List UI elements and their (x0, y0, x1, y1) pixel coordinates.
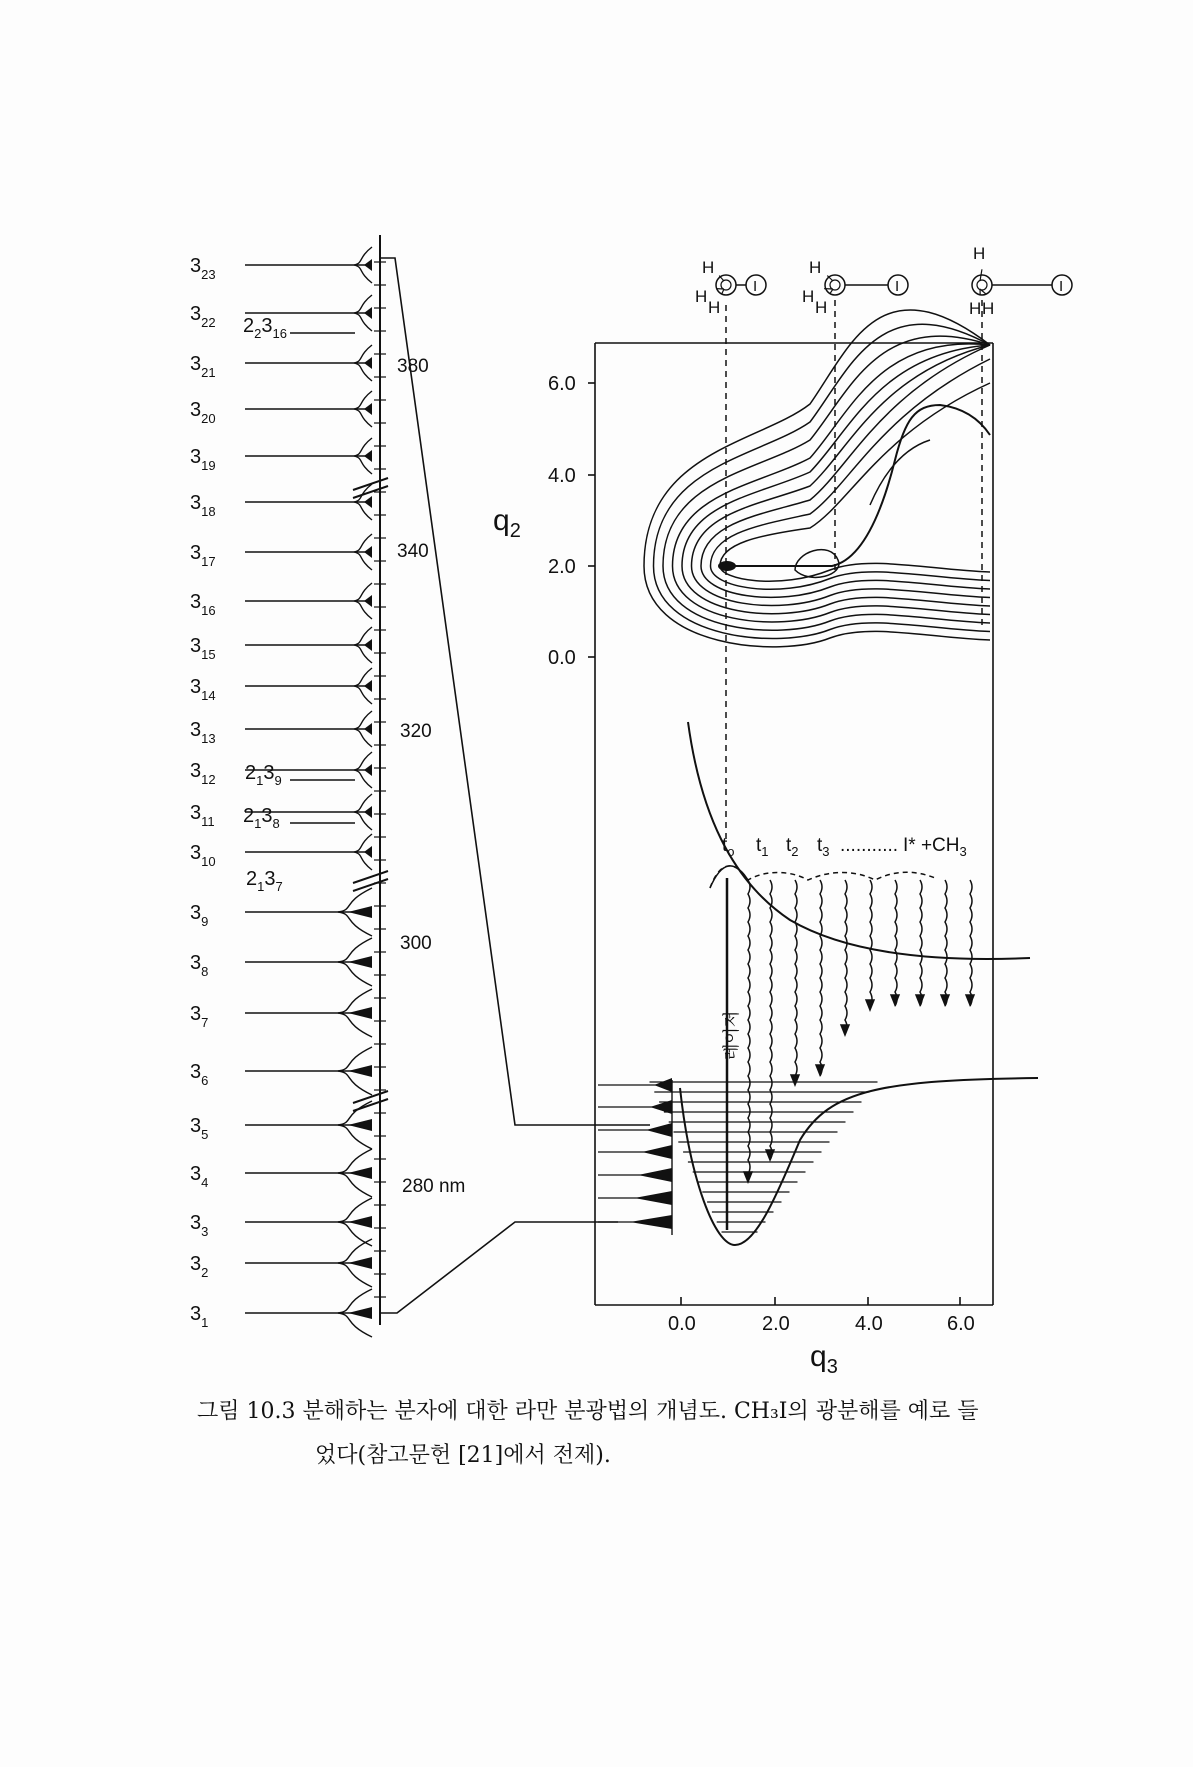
contour-6 (673, 344, 991, 622)
mini-peak-2 (598, 1191, 672, 1205)
caption-line-2: 었다(참고문헌 [21]에서 전제). (315, 1443, 611, 1468)
emission-arrow-4 (820, 880, 822, 1076)
raman-peak-3-14 (245, 668, 372, 704)
time-label-t1: $t_1$ (756, 835, 769, 859)
raman-peak-3-15 (245, 627, 372, 663)
figure-caption (197, 1390, 1097, 1478)
potential-contours (644, 310, 990, 647)
vibrational-levels (650, 1082, 878, 1232)
raman-peak-3-20 (245, 391, 372, 427)
peak-label-3-13: $3_{13}$ (190, 719, 216, 746)
q2-tick-4: 4.0 (548, 465, 576, 487)
raman-peak-3-8 (245, 938, 372, 986)
emission-arrow-8 (920, 880, 922, 1006)
peak-label-3-9: $3_9$ (190, 902, 209, 929)
emission-arrow-9 (945, 880, 947, 1006)
svg-text:H: H (809, 258, 822, 277)
peak-label-3-18: $3_{18}$ (190, 492, 216, 519)
peak-label-3-5: $3_5$ (190, 1115, 209, 1142)
raman-peak-3-5 (245, 1101, 372, 1149)
svg-text:I: I (895, 278, 900, 295)
peak-label-3-12: $3_{12}$ (190, 760, 216, 787)
svg-text:H: H (702, 258, 715, 277)
time-dots: ........... (840, 835, 899, 856)
svg-text:2137: $2_13_7$ (246, 868, 283, 894)
time-label-t3: $t_3$ (817, 835, 830, 859)
q3-tick-0: 0.0 (668, 1313, 696, 1335)
emission-arrow-5 (845, 880, 847, 1034)
mini-peak-7 (598, 1078, 672, 1092)
raman-spectrum (190, 235, 465, 1337)
raman-peak-3-10 (245, 834, 372, 870)
peak-label-3-8: $3_8$ (190, 952, 209, 979)
combination-label-2-1-3-7 (246, 868, 283, 894)
raman-peak-3-1 (245, 1289, 372, 1337)
wavelength-tick-280nm: 280 nm (402, 1176, 466, 1197)
emission-arrow-10 (970, 880, 972, 1006)
connector-lines (380, 258, 650, 1313)
time-label-t0: $t_o$ (722, 835, 735, 859)
raman-peak-3-23 (245, 247, 372, 283)
combination-label-2-1-3-9 (245, 762, 355, 788)
svg-text:I: I (1059, 278, 1064, 295)
peak-label-3-10: $3_{10}$ (190, 842, 216, 869)
emission-arrow-6 (870, 880, 872, 1006)
emission-arrow-2 (770, 880, 772, 1160)
ch3i-molecule-diagrams (695, 244, 1072, 318)
q3-tick-4: 4.0 (855, 1313, 883, 1335)
contour-2 (711, 359, 991, 589)
q2-tick-2: 2.0 (548, 556, 576, 578)
peak-label-3-20: $3_{20}$ (190, 399, 216, 426)
peak-label-3-22: $3_{22}$ (190, 303, 216, 330)
peak-label-3-4: $3_4$ (190, 1163, 209, 1190)
raman-emission-arrows (744, 880, 974, 1182)
peak-label-3-2: $3_2$ (190, 1253, 209, 1280)
mini-peak-4 (598, 1145, 672, 1159)
ch3i-molecule-2 (802, 258, 908, 317)
q3-axis-label: $q_3$ (810, 1340, 838, 1378)
raman-peak-3-7 (245, 989, 372, 1037)
combination-label-2-1-3-8 (243, 805, 355, 831)
peak-label-3-19: $3_{19}$ (190, 446, 216, 473)
peak-label-3-14: $3_{14}$ (190, 676, 216, 703)
q2-tick-0: 0.0 (548, 647, 576, 669)
wavelength-tick-340: 340 (397, 541, 429, 562)
ch3i-molecule-1 (695, 258, 766, 317)
peak-label-3-23: $3_{23}$ (190, 255, 216, 282)
svg-text:H: H (973, 244, 986, 263)
svg-text:H: H (969, 299, 982, 318)
mini-peak-1 (598, 1215, 672, 1229)
peak-label-3-11: $3_{11}$ (190, 802, 215, 829)
q3-tick-2: 2.0 (762, 1313, 790, 1335)
wavelength-tick-300: 300 (400, 933, 432, 954)
svg-text:H: H (802, 287, 815, 306)
peak-label-3-3: $3_3$ (190, 1212, 209, 1239)
peak-label-3-6: $3_6$ (190, 1061, 209, 1088)
q3-tick-6: 6.0 (947, 1313, 975, 1335)
surface-plot (493, 300, 1038, 1378)
svg-text:22316: $2_23_{16}$ (243, 315, 287, 341)
laser-label: 레이저 (722, 1010, 741, 1060)
peak-label-3-7: $3_7$ (190, 1003, 209, 1030)
emission-arrow-3 (795, 880, 797, 1076)
raman-peak-3-17 (245, 534, 372, 570)
svg-text:2139: $2_13_9$ (245, 762, 282, 788)
raman-peak-3-6 (245, 1047, 372, 1095)
raman-peak-3-9 (245, 888, 372, 936)
raman-peak-3-2 (245, 1239, 372, 1287)
svg-text:I: I (753, 278, 758, 295)
combination-label-2-2-3-16 (243, 315, 355, 341)
peak-label-3-1: $3_1$ (190, 1303, 209, 1330)
peak-label-3-17: $3_{17}$ (190, 542, 216, 569)
peak-label-3-21: $3_{21}$ (190, 353, 216, 380)
product-label: $I* +CH_3$ (903, 835, 967, 859)
svg-text:H: H (695, 287, 708, 306)
svg-text:H: H (982, 299, 995, 318)
raman-peak-3-19 (245, 438, 372, 474)
raman-peak-3-21 (245, 345, 372, 381)
raman-peak-3-3 (245, 1198, 372, 1246)
emission-arrow-1 (748, 880, 750, 1174)
wavelength-tick-380: 380 (397, 356, 429, 377)
caption-line-1: 그림 10.3 분해하는 분자에 대한 라만 분광법의 개념도. CH₃I의 광분해를 예로 들 (197, 1399, 979, 1424)
wavelength-tick-320: 320 (400, 721, 432, 742)
q2-axis-label: $q_2$ (493, 504, 521, 542)
q2-tick-6: 6.0 (548, 373, 576, 395)
time-label-t2: $t_2$ (786, 835, 799, 859)
raman-peak-3-4 (245, 1149, 372, 1197)
peak-label-3-16: $3_{16}$ (190, 591, 216, 618)
trajectory-start-point (718, 561, 736, 571)
peak-label-3-15: $3_{15}$ (190, 635, 216, 662)
ch3i-molecule-3 (969, 244, 1072, 318)
emission-arrow-7 (895, 880, 897, 1006)
mini-peak-3 (598, 1168, 672, 1182)
raman-peak-3-16 (245, 583, 372, 619)
svg-text:2138: $2_13_8$ (243, 805, 280, 831)
raman-peak-3-13 (245, 711, 372, 747)
svg-text:H: H (708, 298, 721, 317)
svg-text:H: H (815, 298, 828, 317)
